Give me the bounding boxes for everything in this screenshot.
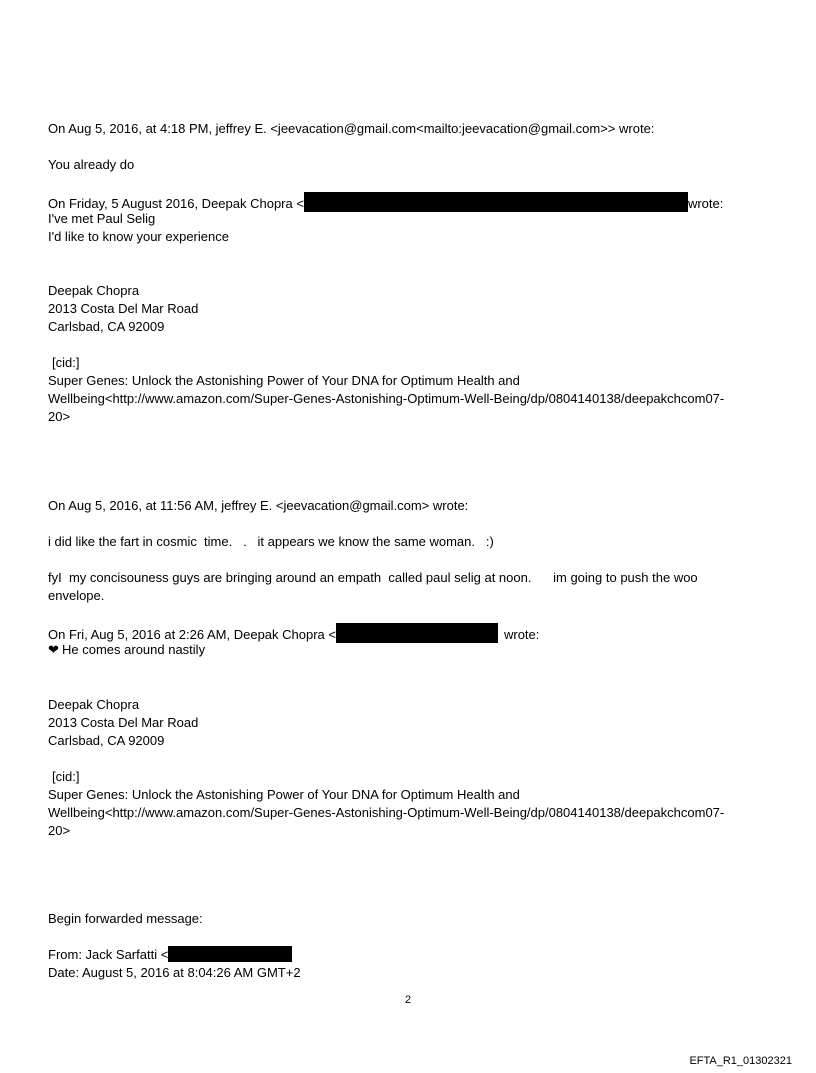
quote2-body: He comes around nastily (62, 642, 206, 657)
sig1-book-line1: Super Genes: Unlock the Astonishing Power of Your DNA for Optimum Health and (48, 373, 520, 388)
quote2-prefix: On Fri, Aug 5, 2016 at 2:26 AM, Deepak Chopra < (48, 627, 336, 642)
redaction-box (168, 946, 292, 962)
quote1-line1: I've met Paul Selig (48, 211, 156, 226)
quote2-suffix: wrote: (503, 627, 540, 642)
quote1-suffix: wrote: (687, 196, 724, 211)
sig1-cid: [cid:] (52, 355, 80, 370)
reply2-header: On Aug 5, 2016, at 11:56 AM, jeffrey E. <jeevacation@gmail.com> wrote: (48, 498, 469, 513)
quote1-line2: I'd like to know your experience (48, 229, 229, 244)
sig1-name: Deepak Chopra (48, 283, 140, 298)
redaction-box (304, 192, 688, 212)
sig2-book-link[interactable]: Wellbeing<http://www.amazon.com/Super-Genes-Astonishing-Optimum-Well-Being/dp/0804140138/deepakchcom07- (48, 805, 725, 820)
page-number: 2 (404, 994, 412, 1006)
heart-icon: ❤ (48, 642, 59, 657)
from-line (48, 946, 292, 964)
sig1-city: Carlsbad, CA 92009 (48, 319, 165, 334)
redaction-box (336, 623, 498, 643)
reply2-line1: i did like the fart in cosmic time. . it appears we know the same woman. :) (48, 534, 494, 549)
reply1-body: You already do (48, 157, 135, 172)
sig2-cid: [cid:] (52, 769, 80, 784)
sig1-book-line3: 20> (48, 409, 71, 424)
sig1-street: 2013 Costa Del Mar Road (48, 301, 199, 316)
sig2-name: Deepak Chopra (48, 697, 140, 712)
reply1-header: On Aug 5, 2016, at 4:18 PM, jeffrey E. <jeevacation@gmail.com<mailto:jeevacation@gmail.com>> wrote: (48, 121, 655, 136)
sig2-city: Carlsbad, CA 92009 (48, 733, 165, 748)
sig1-book-link[interactable]: Wellbeing<http://www.amazon.com/Super-Genes-Astonishing-Optimum-Well-Being/dp/0804140138/deepakchcom07- (48, 391, 725, 406)
reply2-line3: envelope. (48, 588, 105, 603)
sig2-book-line1: Super Genes: Unlock the Astonishing Power of Your DNA for Optimum Health and (48, 787, 520, 802)
sig2-street: 2013 Costa Del Mar Road (48, 715, 199, 730)
document-id: EFTA_R1_01302321 (689, 1055, 792, 1067)
sig2-book-line3: 20> (48, 823, 71, 838)
quote2-body-line (48, 641, 205, 659)
forward-label: Begin forwarded message: (48, 911, 203, 926)
quote1-prefix: On Friday, 5 August 2016, Deepak Chopra < (48, 196, 304, 211)
date-line: Date: August 5, 2016 at 8:04:26 AM GMT+2 (48, 965, 301, 980)
reply2-line2: fyI my concisouness guys are bringing around an empath called paul selig at noon. im going to push the woo (48, 570, 698, 585)
from-label: From: Jack Sarfatti < (48, 947, 169, 962)
